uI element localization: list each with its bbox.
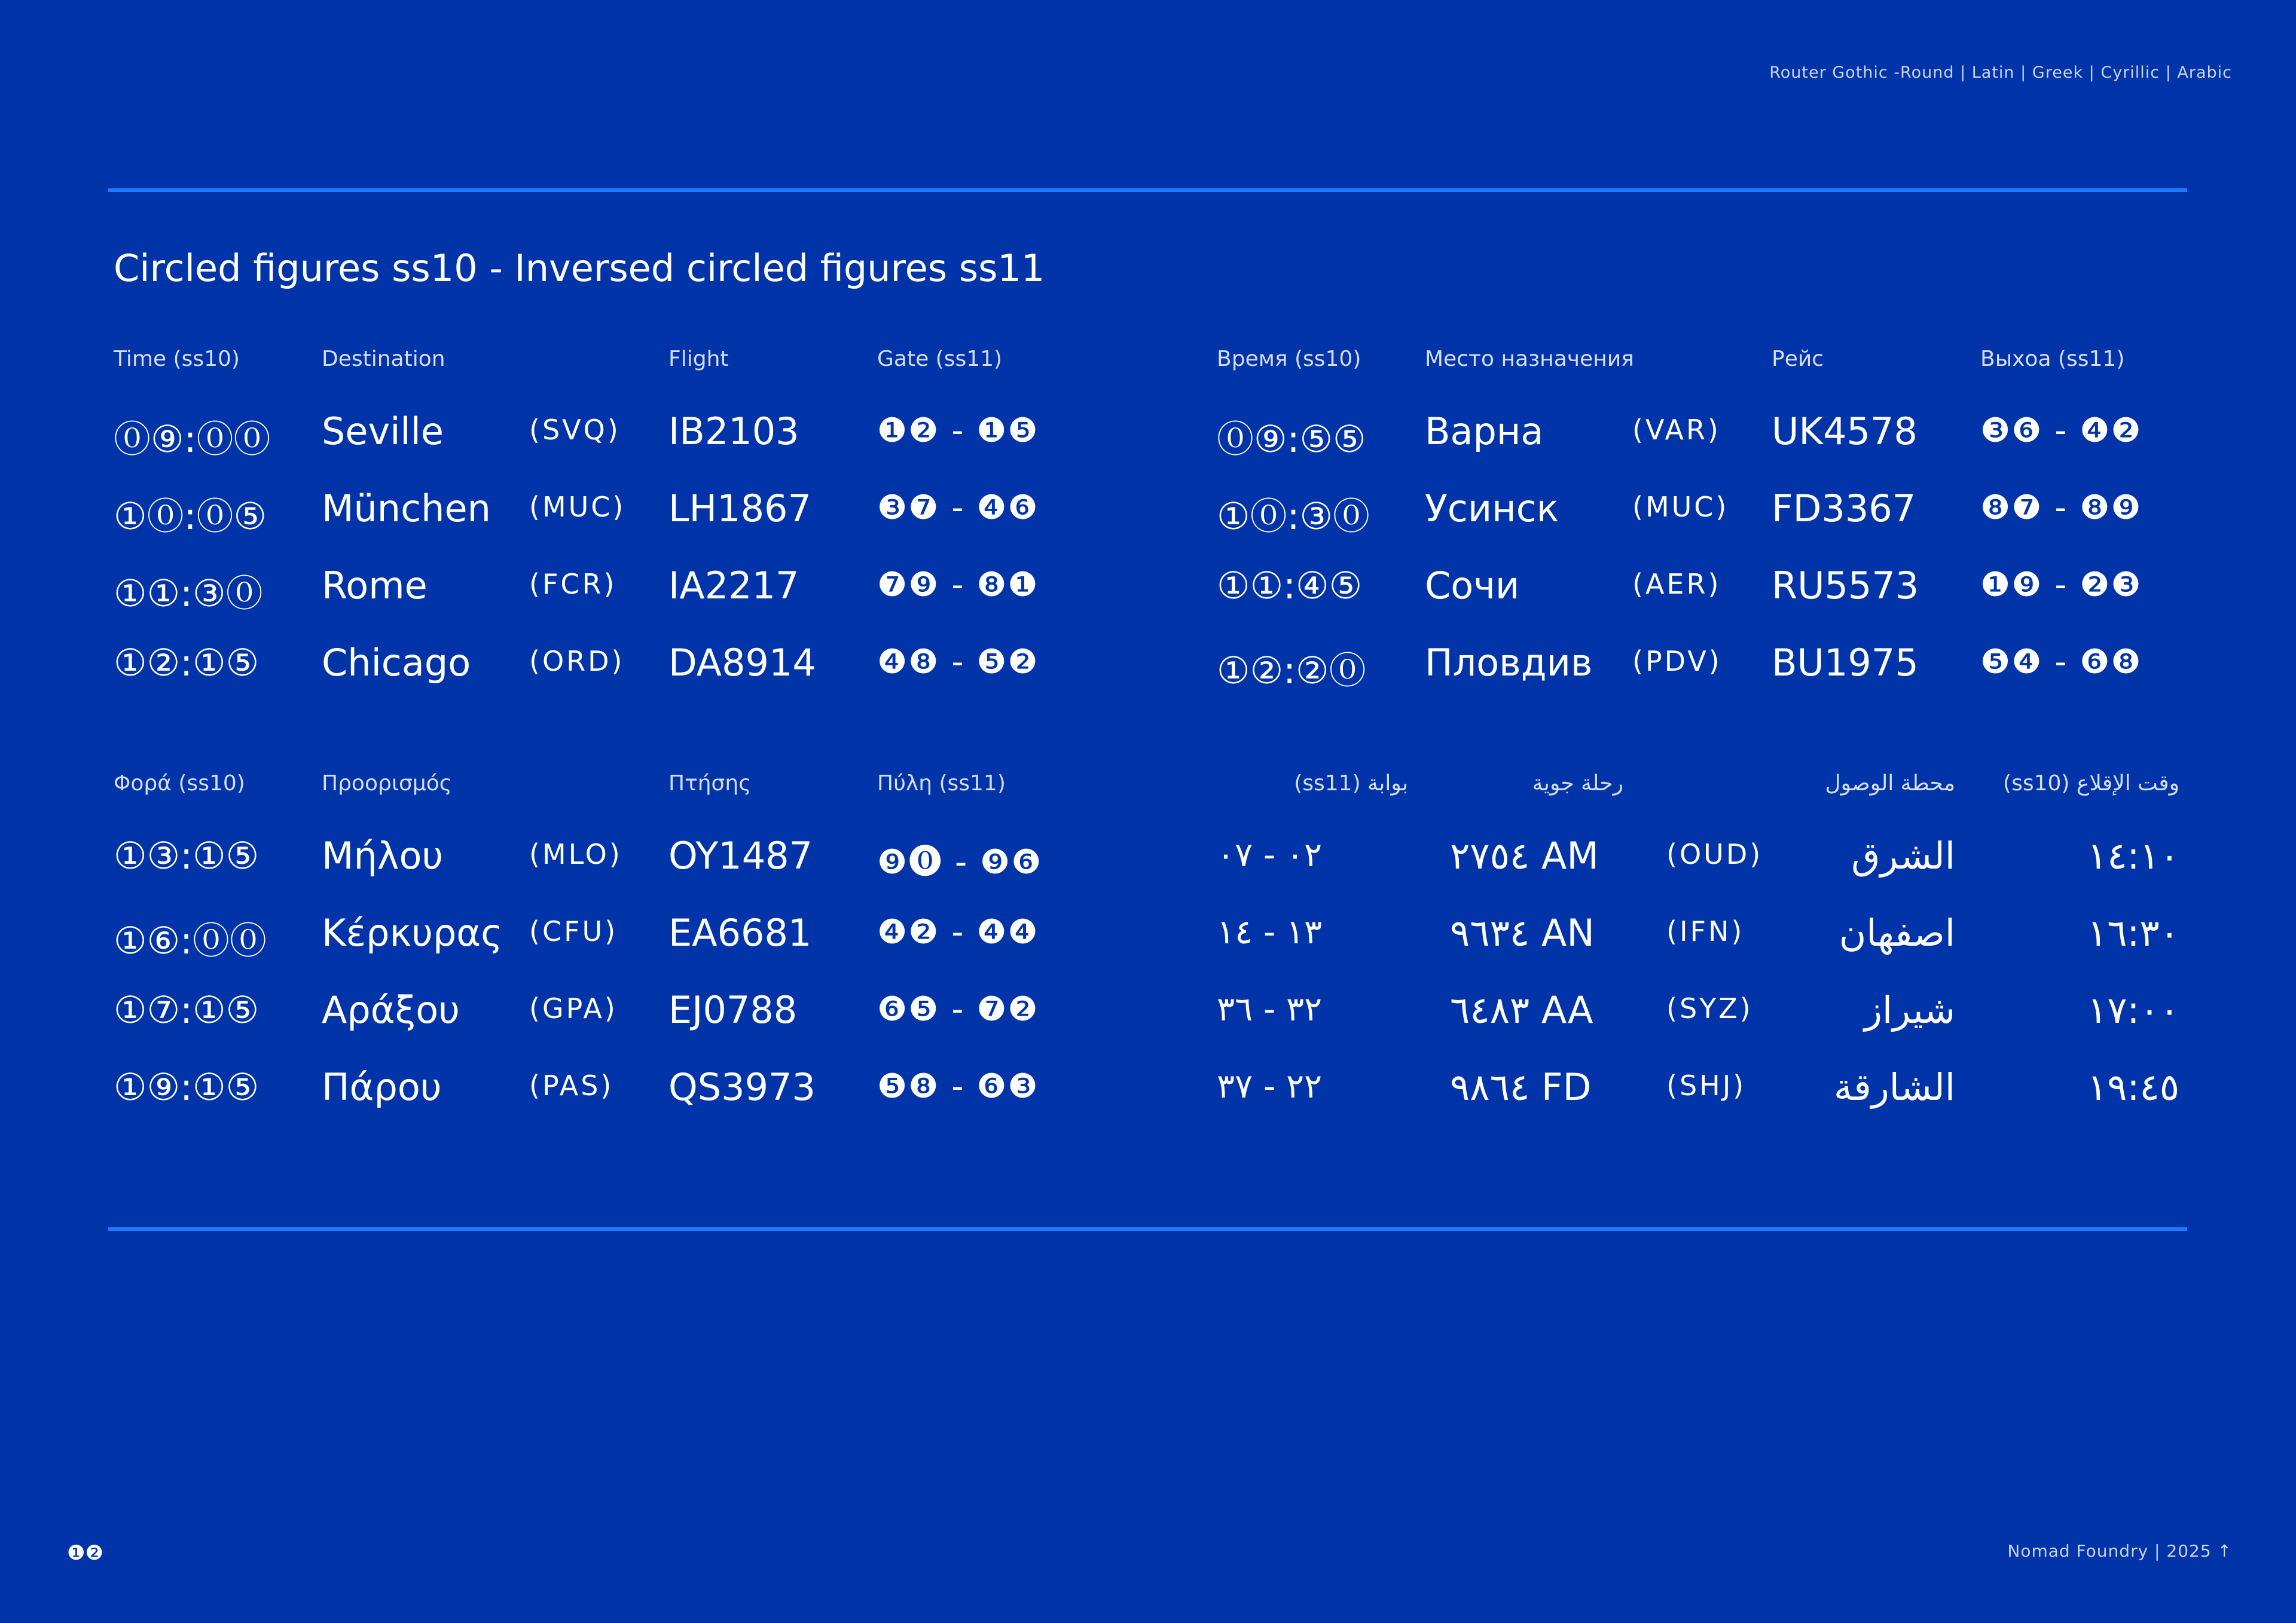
col-header-flight: رحلة جوية — [1532, 771, 1623, 796]
gate-cell: ❺❹ - ❻❽ — [1980, 643, 2142, 681]
time-cell: ①⑥:⓪⓪ — [114, 919, 267, 962]
airport-code-cell: (PDV) — [1632, 645, 1722, 677]
footer-credit: Nomad Foundry | 2025 ↑ — [2007, 1541, 2232, 1561]
time-cell: ①⑨:①⑤ — [114, 1065, 259, 1109]
gate-cell: ❼❾ - ❽❶ — [877, 566, 1039, 604]
flight-cell: OY1487 — [668, 834, 813, 878]
airport-code-cell: (OUD) — [1666, 838, 1763, 870]
destination-cell: Chicago — [322, 641, 471, 684]
airport-code-cell: (MUC) — [1632, 491, 1729, 523]
time-cell: ①⓪:③⓪ — [1217, 494, 1370, 538]
time-cell: ١٩:٤٥ — [2087, 1065, 2179, 1109]
time-cell: ①⑦:①⑤ — [114, 988, 259, 1032]
gate-cell: ٣٢ - ٣٦ — [1217, 990, 1323, 1029]
airport-code-cell: (GPA) — [529, 992, 618, 1025]
flight-cell: DA8914 — [668, 641, 816, 684]
airport-code-cell: (SHJ) — [1666, 1069, 1747, 1102]
gate-cell: ٢٢ - ٣٧ — [1217, 1067, 1323, 1106]
header-font-info: Router Gothic -Round | Latin | Greek | Cyrillic | Arabic — [1769, 63, 2232, 82]
time-cell: ①⓪:⓪⑤ — [114, 494, 267, 538]
gate-cell: ٠٢ - ٠٧ — [1217, 836, 1323, 875]
col-header-flight: Рейс — [1772, 347, 1824, 371]
destination-cell: Варна — [1425, 409, 1544, 453]
destination-cell: Пловдив — [1425, 641, 1593, 684]
destination-cell: الشرق — [1851, 834, 1955, 878]
flight-cell: RU5573 — [1772, 564, 1919, 607]
col-header-destination: Место назначения — [1425, 347, 1634, 371]
col-header-time: Φορά (ss10) — [114, 771, 245, 796]
time-cell: ①③:①⑤ — [114, 834, 259, 878]
airport-code-cell: (FCR) — [529, 568, 617, 600]
time-cell: ⓪⑨:⓪⓪ — [114, 417, 271, 461]
time-cell: ①①:④⑤ — [1217, 564, 1363, 607]
destination-cell: Seville — [322, 409, 444, 453]
top-divider — [108, 188, 2187, 192]
airport-code-cell: (IFN) — [1666, 915, 1745, 947]
destination-cell: Πάρου — [322, 1065, 442, 1109]
gate-cell: ❸❻ - ❹❷ — [1980, 411, 2142, 450]
flight-cell: ٩٨٦٤ FD — [1450, 1065, 1592, 1109]
destination-cell: Κέρκυρας — [322, 911, 503, 955]
flight-cell: BU1975 — [1772, 641, 1919, 684]
section-title: Circled figures ss10 - Inversed circled figures ss11 — [114, 246, 1045, 290]
time-cell: ①①:③⓪ — [114, 571, 263, 615]
time-cell: ١٧:٠٠ — [2087, 988, 2179, 1032]
col-header-gate: Πύλη (ss11) — [877, 771, 1006, 796]
gate-cell: ❻❺ - ❼❷ — [877, 990, 1039, 1029]
time-cell: ①②:②⓪ — [1217, 649, 1366, 692]
col-header-gate: Выхоа (ss11) — [1980, 347, 2125, 371]
gate-cell: ❾⓿ - ❾❻ — [877, 843, 1043, 882]
time-cell: ⓪⑨:⑤⑤ — [1217, 417, 1366, 461]
col-header-destination: Destination — [322, 347, 445, 371]
gate-cell: ❹❷ - ❹❹ — [877, 913, 1039, 952]
destination-cell: اصفهان — [1839, 911, 1955, 955]
destination-cell: الشارقة — [1833, 1065, 1955, 1109]
flight-cell: ٦٤٨٣ AA — [1450, 988, 1593, 1032]
col-header-time: Time (ss10) — [114, 347, 240, 371]
col-header-flight: Flight — [668, 347, 729, 371]
gate-cell: ❶❾ - ❷❸ — [1980, 566, 2142, 604]
page-number: ❶❷ — [67, 1541, 103, 1565]
flight-cell: IA2217 — [668, 564, 799, 607]
flight-cell: ٢٧٥٤ AM — [1450, 834, 1599, 878]
col-header-destination: Προορισμός — [322, 771, 452, 796]
gate-cell: ❸❼ - ❹❻ — [877, 488, 1039, 527]
gate-cell: ١٣ - ١٤ — [1217, 913, 1323, 952]
gate-cell: ❽❼ - ❽❾ — [1980, 488, 2142, 527]
flight-cell: UK4578 — [1772, 409, 1918, 453]
col-header-time: وقت الإقلاع (ss10) — [2003, 771, 2179, 796]
airport-code-cell: (PAS) — [529, 1069, 614, 1102]
airport-code-cell: (CFU) — [529, 915, 618, 947]
destination-cell: Μήλου — [322, 834, 444, 878]
gate-cell: ❺❽ - ❻❸ — [877, 1067, 1039, 1106]
flight-cell: LH1867 — [668, 487, 811, 530]
time-cell: ١٤:١٠ — [2087, 834, 2179, 878]
airport-code-cell: (MLO) — [529, 838, 622, 870]
bottom-divider — [108, 1227, 2187, 1231]
flight-cell: ٩٦٣٤ AN — [1450, 911, 1595, 955]
flight-cell: EA6681 — [668, 911, 812, 955]
destination-cell: Сочи — [1425, 564, 1520, 607]
time-cell: ①②:①⑤ — [114, 641, 259, 684]
gate-cell: ❶❷ - ❶❺ — [877, 411, 1039, 450]
airport-code-cell: (AER) — [1632, 568, 1721, 600]
airport-code-cell: (ORD) — [529, 645, 625, 677]
destination-cell: Усинск — [1425, 487, 1559, 530]
flight-cell: QS3973 — [668, 1065, 816, 1109]
flight-cell: IB2103 — [668, 409, 799, 453]
destination-cell: Αράξου — [322, 988, 460, 1032]
col-header-destination: محطة الوصول — [1825, 771, 1955, 796]
airport-code-cell: (MUC) — [529, 491, 626, 523]
col-header-time: Время (ss10) — [1217, 347, 1361, 371]
airport-code-cell: (VAR) — [1632, 414, 1721, 446]
gate-cell: ❹❽ - ❺❷ — [877, 643, 1039, 681]
col-header-gate: Gate (ss11) — [877, 347, 1003, 371]
destination-cell: شيراز — [1864, 988, 1955, 1032]
col-header-gate: بوابة (ss11) — [1294, 771, 1408, 796]
flight-cell: EJ0788 — [668, 988, 798, 1032]
destination-cell: Rome — [322, 564, 428, 607]
airport-code-cell: (SVQ) — [529, 414, 621, 446]
time-cell: ١٦:٣٠ — [2087, 911, 2179, 955]
col-header-flight: Πτήσης — [668, 771, 752, 796]
airport-code-cell: (SYZ) — [1666, 992, 1753, 1025]
destination-cell: München — [322, 487, 491, 530]
flight-cell: FD3367 — [1772, 487, 1916, 530]
